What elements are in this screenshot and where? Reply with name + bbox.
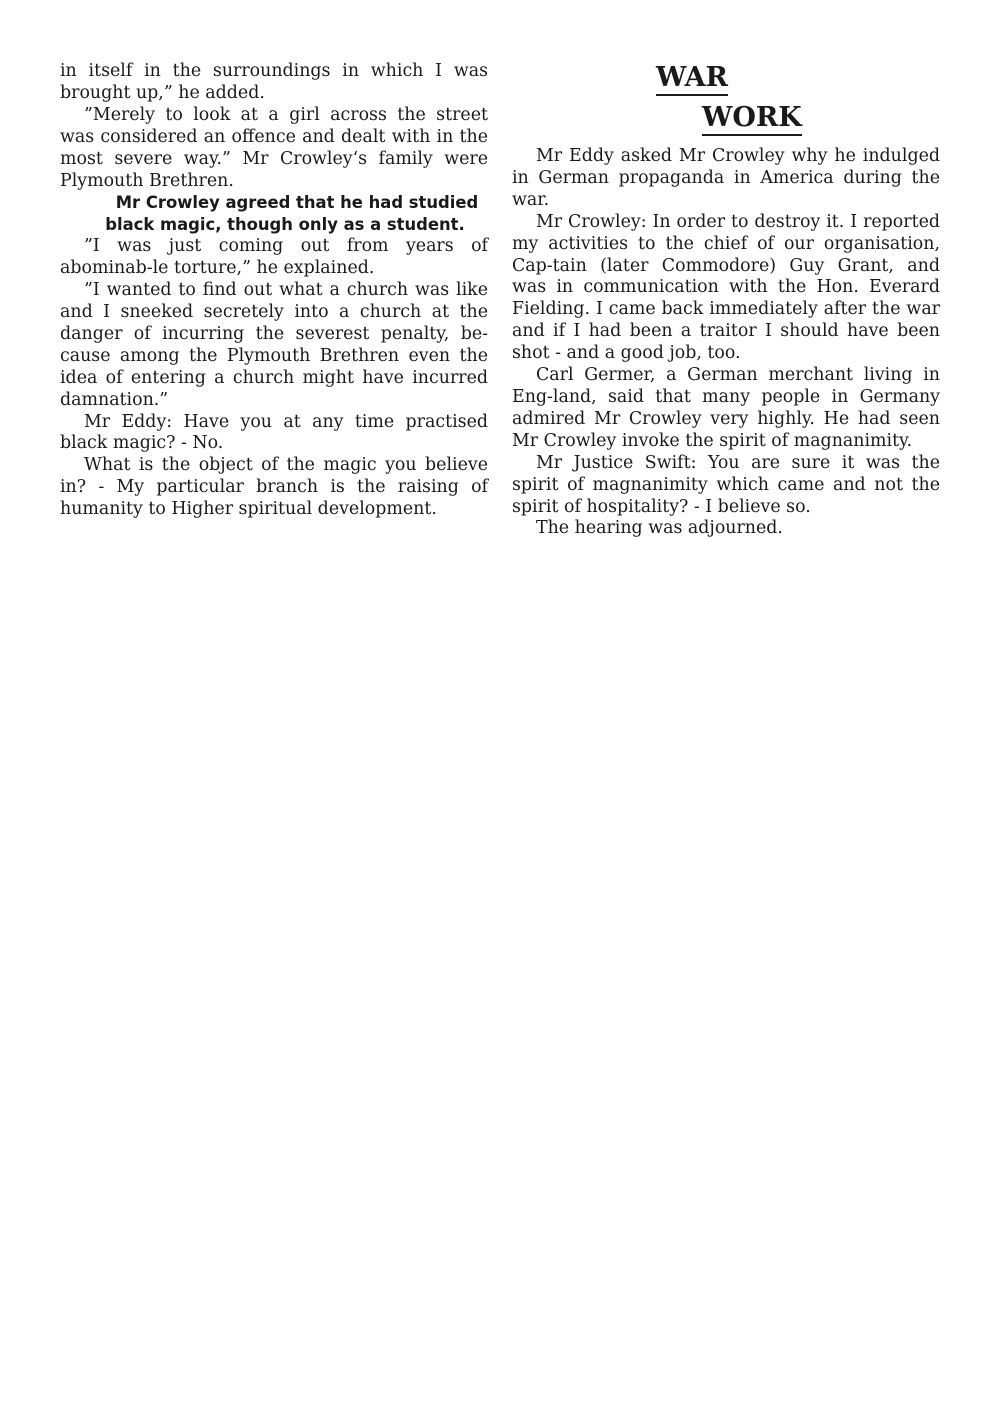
paragraph: ”I wanted to find out what a church was like and I sneeked secretely into a church at the danger of incurring the severest penalty, be-cause among the Plymouth Brethren even the idea of entering a church might have incurred damnation.” [60,280,488,410]
paragraph: ”I was just coming out from years of abominab-le torture,” he explained. [60,236,488,279]
pull-quote: Mr Crowley agreed that he had studied black magic, though only as a student. [105,193,479,235]
paragraph: Mr Eddy: Have you at any time practised black magic? - No. [60,411,488,454]
headline-line: WORK [702,103,802,136]
paragraph: ”Merely to look at a girl across the street was considered an offence and dealt with in the most severe way.” Mr Crowley‘s family were Plymouth Brethren. [60,104,488,191]
paragraph: Carl Germer, a German merchant living in Eng-land, said that many people in Germany admired Mr Crowley very highly. He had seen Mr Crowley invoke the spirit of magnanimity. [512,365,940,451]
paragraph: What is the object of the magic you believe in? - My particular branch is the raising of humanity to Higher spiritual development. [60,455,488,520]
paragraph: Mr Eddy asked Mr Crowley why he indulged in German propaganda in America during the war. [512,146,940,210]
paragraph: Mr Crowley: In order to destroy it. I reported my activities to the chief of our organisation, Cap-tain (later Commodore) Guy Grant, and was in communication with the Hon. Everard Fielding. I came back immediately after the war and if I had been a traitor I should have been shot - and a good job, too. [512,211,940,364]
headline-line: WAR [656,63,728,96]
paragraph: Mr Justice Swift: You are sure it was the spirit of magnanimity which came and not the spirit of hospitality? - I believe so. [512,452,940,517]
section-headline [512,61,940,144]
right-column [512,61,940,540]
left-column [60,61,488,521]
paragraph: The hearing was adjourned. [536,518,783,539]
paragraph: in itself in the surroundings in which I was brought up,” he added. [60,61,488,103]
